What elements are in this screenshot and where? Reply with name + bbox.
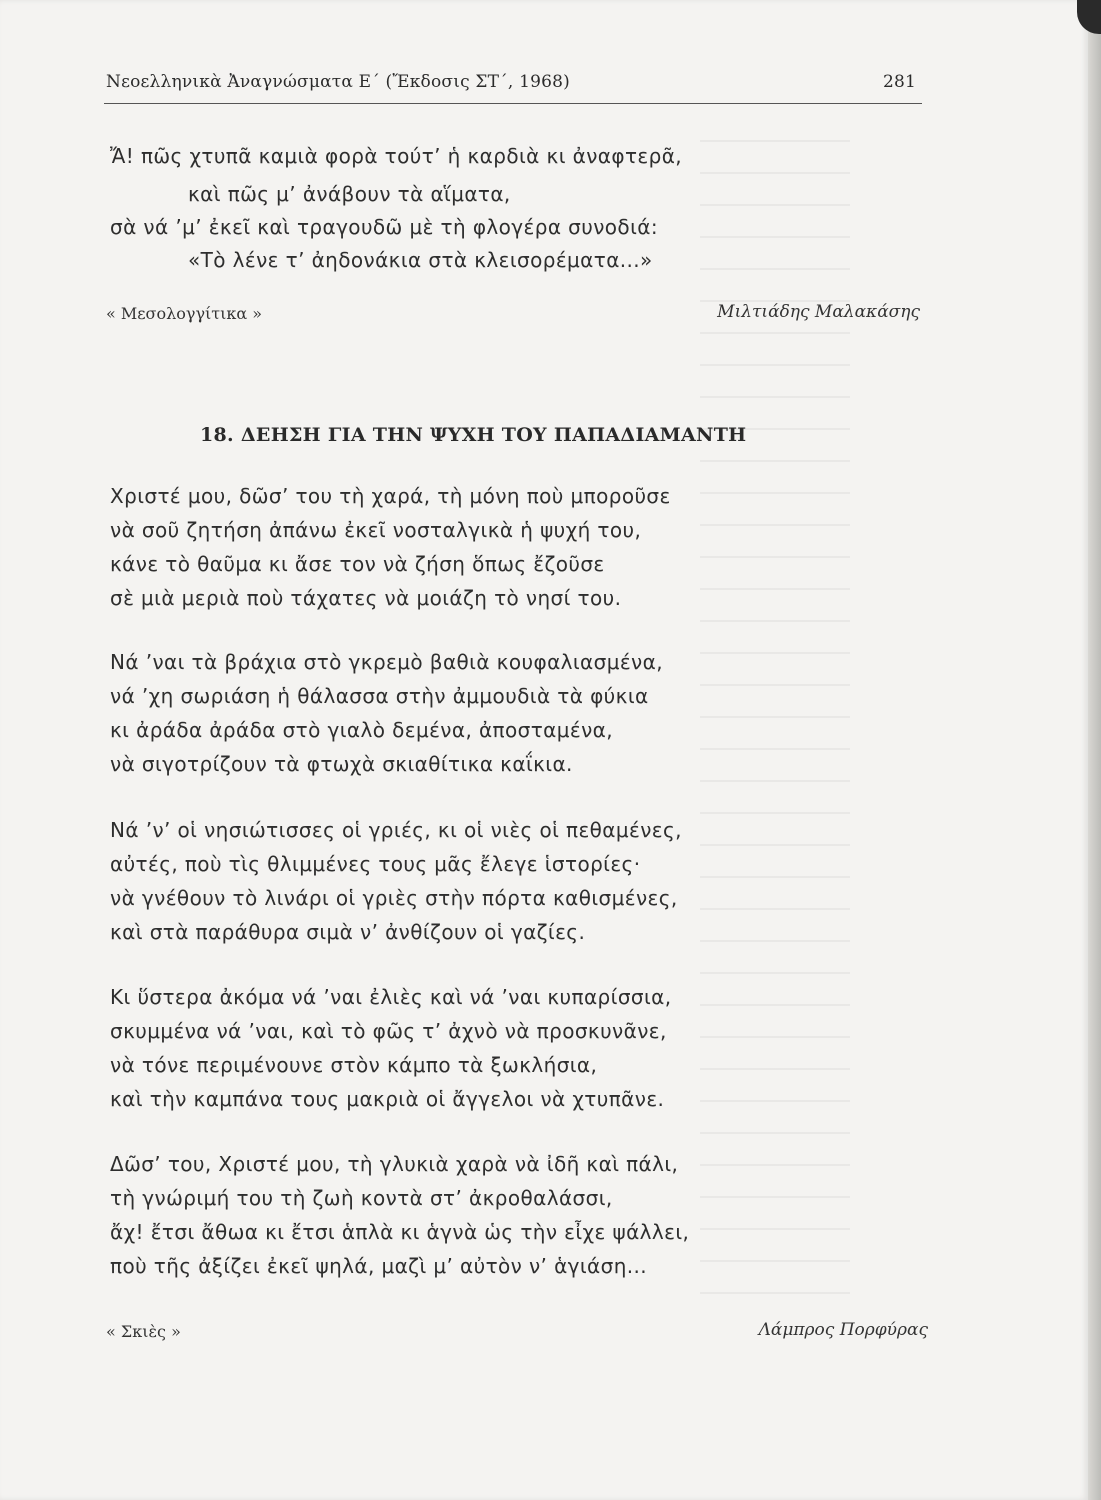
stanza-5-line-1: Δῶσ’ του, Χριστέ μου, τὴ γλυκιὰ χαρὰ νὰ ἰδῆ καὶ πάλι, xyxy=(110,1152,679,1176)
running-head xyxy=(106,72,920,92)
running-head-title: Νεοελληνικὰ Ἀναγνώσματα Ε΄ (Ἔκδοσις ΣΤ΄, 1968) xyxy=(106,72,570,92)
section-heading: 18. ΔΕΗΣΗ ΓΙΑ ΤΗΝ ΨΥΧΗ ΤΟΥ ΠΑΠΑΔΙΑΜΑΝΤΗ xyxy=(200,424,747,446)
stanza-1-line-4: σὲ μιὰ μεριὰ ποὺ τάχατες νὰ μοιάζη τὸ νησί του. xyxy=(110,586,622,610)
stanza-4-line-3: νὰ τόνε περιμένουνε στὸν κάμπο τὰ ξωκλήσια, xyxy=(110,1053,598,1077)
poem-2-author: Λάμπρος Πορφύρας xyxy=(758,1320,928,1340)
stanza-3-line-3: νὰ γνέθουν τὸ λινάρι οἱ γριὲς στὴν πόρτα καθισμένες, xyxy=(110,886,678,910)
stanza-1-line-2: νὰ σοῦ ζητήση ἀπάνω ἐκεῖ νοσταλγικὰ ἡ ψυχή του, xyxy=(110,518,642,542)
stanza-3-line-4: καὶ στὰ παράθυρα σιμὰ ν’ ἀνθίζουν οἱ γαζίες. xyxy=(110,920,586,944)
poem-1-line-3: σὰ νά ’μ’ ἐκεῖ καὶ τραγουδῶ μὲ τὴ φλογέρα συνοδιά: xyxy=(110,215,658,239)
stanza-4-line-1: Κι ὕστερα ἀκόμα νά ’ναι ἐλιὲς καὶ νά ’ναι κυπαρίσσια, xyxy=(110,985,672,1009)
stanza-2-line-3: κι ἀράδα ἀράδα στὸ γιαλὸ δεμένα, ἀποσταμένα, xyxy=(110,718,613,742)
poem-1-source: « Μεσολογγίτικα » xyxy=(106,304,263,323)
show-through-text xyxy=(700,120,850,1320)
stanza-4-line-2: σκυμμένα νά ’ναι, καὶ τὸ φῶς τ’ ἀχνὸ νὰ προσκυνᾶνε, xyxy=(110,1019,667,1043)
stanza-5-line-4: ποὺ τῆς ἀξίζει ἐκεῖ ψηλά, μαζὶ μ’ αὐτὸν ν’ ἁγιάση... xyxy=(110,1254,648,1278)
poem-1-line-2: καὶ πῶς μ’ ἀνάβουν τὰ αἵματα, xyxy=(188,182,511,206)
stanza-1-line-3: κάνε τὸ θαῦμα κι ἄσε τον νὰ ζήση ὅπως ἔζοῦσε xyxy=(110,552,605,576)
stanza-2-line-2: νά ’χη σωριάση ἡ θάλασσα στὴν ἀμμουδιὰ τὰ φύκια xyxy=(110,684,649,708)
poem-1-line-4: «Τὸ λένε τ’ ἀηδονάκια στὰ κλεισορέματα...» xyxy=(188,248,653,272)
stanza-2-line-1: Νά ’ναι τὰ βράχια στὸ γκρεμὸ βαθιὰ κουφαλιασμένα, xyxy=(110,650,663,674)
stanza-5-line-3: ἄχ! ἔτσι ἄθωα κι ἔτσι ἁπλὰ κι ἁγνὰ ὡς τὴν εἶχε ψάλλει, xyxy=(110,1220,690,1244)
poem-2-source: « Σκιὲς » xyxy=(106,1322,181,1341)
page-number: 281 xyxy=(882,72,916,92)
poem-1-line-1: Ἄ! πῶς χτυπᾶ καμιὰ φορὰ τούτ’ ἡ καρδιὰ κι ἀναφτερᾶ, xyxy=(110,144,683,168)
stanza-1-line-1: Χριστέ μου, δῶσ’ του τὴ χαρά, τὴ μόνη ποὺ μποροῦσε xyxy=(110,484,671,508)
header-rule xyxy=(104,103,922,104)
page-edge xyxy=(1088,0,1101,1500)
stanza-5-line-2: τὴ γνώριμή του τὴ ζωὴ κοντὰ στ’ ἀκροθαλάσσι, xyxy=(110,1186,613,1210)
stanza-3-line-1: Νά ’ν’ οἱ νησιώτισσες οἱ γριές, κι οἱ νιὲς οἱ πεθαμένες, xyxy=(110,818,682,842)
stanza-2-line-4: νὰ σιγοτρίζουν τὰ φτωχὰ σκιαθίτικα καΐκια. xyxy=(110,752,573,776)
poem-1-author: Μιλτιάδης Μαλακάσης xyxy=(717,302,920,322)
stanza-3-line-2: αὐτές, ποὺ τὶς θλιμμένες τους μᾶς ἔλεγε ἱστορίες· xyxy=(110,852,641,876)
stanza-4-line-4: καὶ τὴν καμπάνα τους μακριὰ οἱ ἄγγελοι νὰ χτυπᾶνε. xyxy=(110,1087,665,1111)
